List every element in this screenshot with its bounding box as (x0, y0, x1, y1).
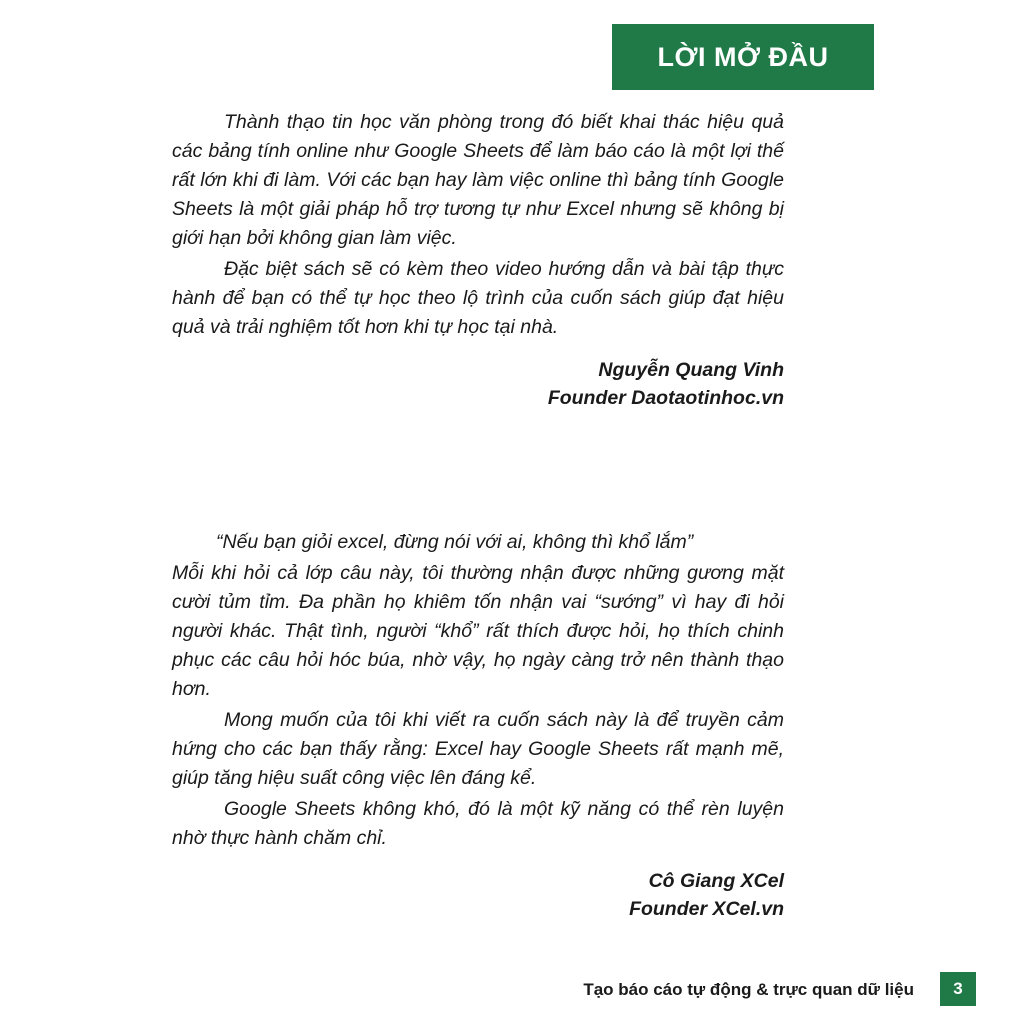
paragraph: Đặc biệt sách sẽ có kèm theo video hướng dẫn và bài tập thực hành để bạn có thể tự học theo lộ trình của cuốn sách giúp đạt hiệu quả và trải nghiệm tốt hơn khi tự học tại nhà. (172, 258, 784, 338)
page-number-badge: 3 (940, 972, 976, 1006)
signature-role: Founder Daotaotinhoc.vn (547, 387, 784, 409)
paragraph: Google Sheets không khó, đó là một kỹ năng có thể rèn luyện nhờ thực hành chăm chỉ. (172, 798, 784, 849)
page-title: LỜI MỞ ĐẦU (657, 41, 829, 72)
signature-block-one (172, 356, 784, 412)
quote-line: “Nếu bạn giỏi excel, đừng nói với ai, không thì khổ lắm” (216, 531, 694, 553)
paragraph: Mong muốn của tôi khi viết ra cuốn sách này là để truyền cảm hứng cho các bạn thấy rằng: Excel hay Google Sheets rất mạnh mẽ, giúp tăng hiệu suất công việc lên đáng kể. (172, 709, 784, 789)
paragraph: Mỗi khi hỏi cả lớp câu này, tôi thường nhận được những gương mặt cười tủm tỉm. Đa phần họ khiêm tốn nhận vai “sướng” vì hay đi hỏi người khác. Thật tình, người “khổ” rất thích được hỏi, họ thích chinh phục các câu hỏi hóc búa, nhờ vậy, họ ngày càng trở nên thành thạo hơn. (172, 562, 784, 700)
preface-section-two (172, 528, 784, 923)
preface-section-one (172, 108, 784, 412)
paragraph: Thành thạo tin học văn phòng trong đó biết khai thác hiệu quả các bảng tính online như Google Sheets để làm báo cáo là một lợi thế rất lớn khi đi làm. Với các bạn hay làm việc online thì bảng tính Google Sheets là một giải pháp hỗ trợ tương tự như Excel nhưng sẽ không bị giới hạn bởi không gian làm việc. (172, 111, 784, 249)
signature-block-two (172, 867, 784, 923)
signature-role: Founder XCel.vn (629, 898, 784, 920)
header-banner (612, 24, 874, 90)
signature-name: Nguyễn Quang Vinh (598, 359, 784, 381)
page-footer (0, 972, 1024, 1006)
signature-name: Cô Giang XCel (648, 870, 784, 892)
footer-text: Tạo báo cáo tự động & trực quan dữ liệu (583, 980, 914, 999)
